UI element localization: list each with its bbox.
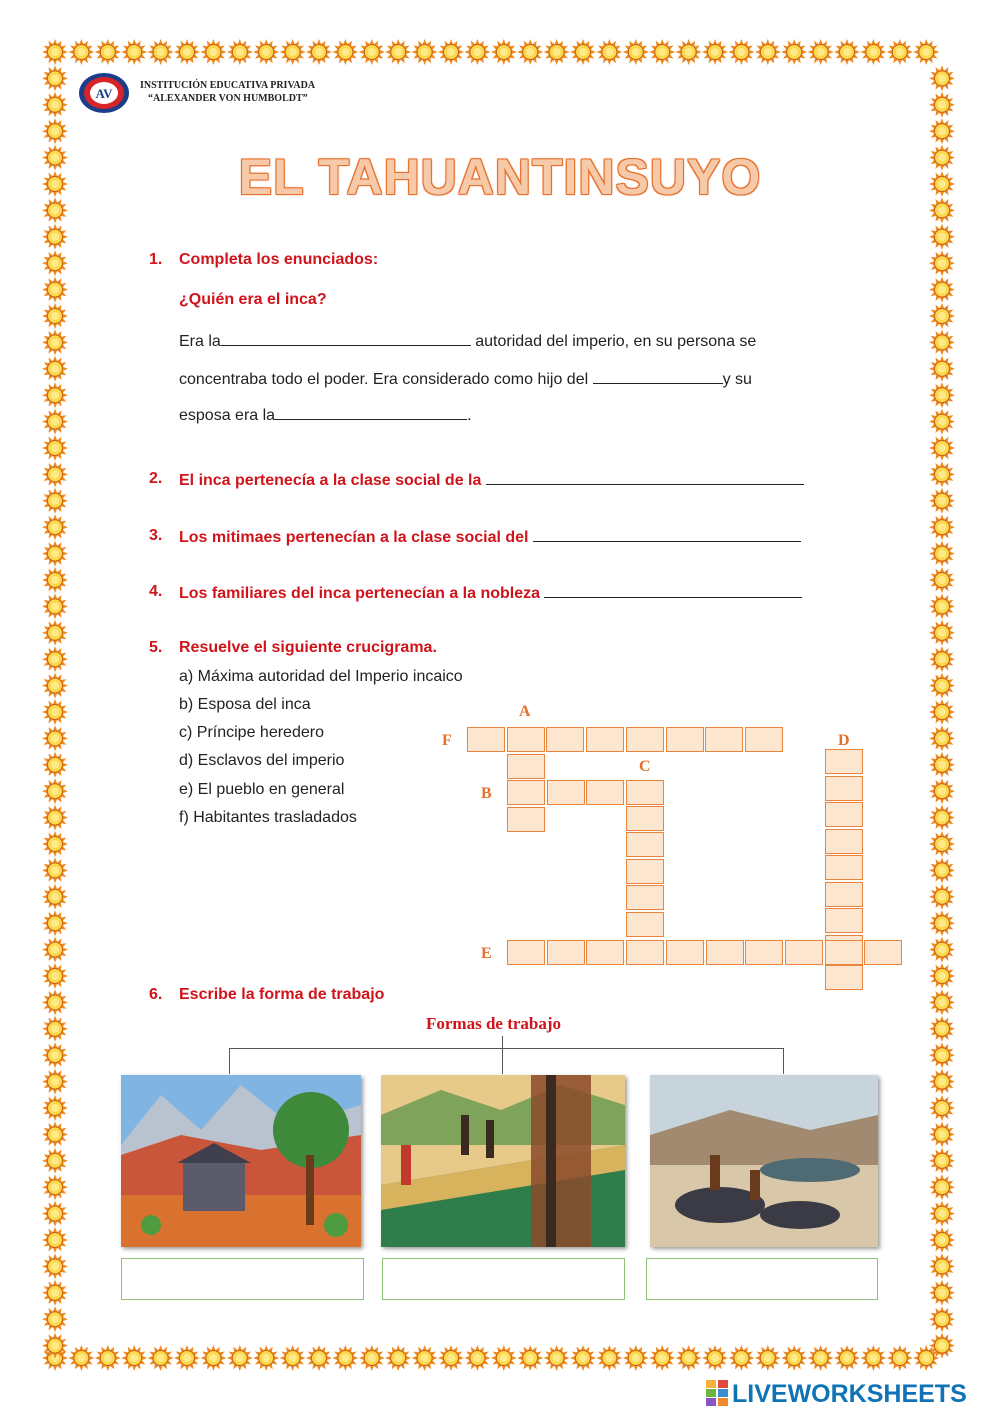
text-segment: Era la xyxy=(179,333,221,350)
sun-icon xyxy=(649,39,675,65)
sun-icon xyxy=(929,1069,955,1095)
sun-icon xyxy=(359,39,385,65)
sun-icon xyxy=(174,39,200,65)
sun-icon xyxy=(929,329,955,355)
sun-icon xyxy=(570,1345,596,1371)
sun-icon xyxy=(929,1201,955,1227)
q1-sentence-line3 xyxy=(179,405,472,425)
crossword-cell-a[interactable] xyxy=(507,807,545,832)
crossword-cell-e[interactable] xyxy=(706,940,744,965)
sun-icon xyxy=(929,1148,955,1174)
sun-icon xyxy=(42,1227,68,1253)
sun-icon xyxy=(121,1345,147,1371)
crossword-cell-d[interactable] xyxy=(825,802,863,827)
connector-line xyxy=(229,1048,784,1049)
sun-icon xyxy=(929,646,955,672)
sun-icon xyxy=(42,963,68,989)
sun-icon xyxy=(227,1345,253,1371)
crossword-cell-f[interactable] xyxy=(626,727,664,752)
crossword-cell-e[interactable] xyxy=(666,940,704,965)
question-1 xyxy=(149,251,379,269)
connector-line xyxy=(502,1048,503,1074)
sun-icon xyxy=(517,39,543,65)
sun-icon xyxy=(781,39,807,65)
sun-icon xyxy=(42,409,68,435)
farming-image xyxy=(381,1075,625,1247)
crossword-cell-e[interactable] xyxy=(507,940,545,965)
sun-icon xyxy=(929,488,955,514)
sun-icon xyxy=(200,1345,226,1371)
crossword-label-b: B xyxy=(481,785,492,802)
crossword-cell-d[interactable] xyxy=(825,908,863,933)
sun-icon xyxy=(42,857,68,883)
sun-icon xyxy=(227,39,253,65)
blank-field-q3[interactable] xyxy=(533,527,801,542)
sun-icon xyxy=(929,435,955,461)
sun-icon xyxy=(42,118,68,144)
question-label: Escribe la forma de trabajo xyxy=(179,986,385,1003)
sun-icon xyxy=(596,1345,622,1371)
connector-line xyxy=(783,1048,784,1074)
sun-icon xyxy=(623,39,649,65)
page-title: EL TAHUANTINSUYO xyxy=(238,149,762,205)
question-6 xyxy=(149,986,385,1004)
sun-icon xyxy=(929,409,955,435)
sun-icon xyxy=(42,699,68,725)
sun-icon xyxy=(649,1345,675,1371)
sun-icon xyxy=(913,39,939,65)
sun-icon xyxy=(860,1345,886,1371)
sun-icon xyxy=(42,831,68,857)
sun-icon xyxy=(623,1345,649,1371)
question-label: El inca pertenecía a la clase social de la xyxy=(179,472,482,489)
sun-icon xyxy=(929,1227,955,1253)
question-2 xyxy=(149,470,804,490)
sun-icon xyxy=(280,1345,306,1371)
sun-icon xyxy=(42,646,68,672)
clue-b: b) Esposa del inca xyxy=(179,696,311,713)
question-label: Completa los enunciados: xyxy=(179,251,379,268)
sun-icon xyxy=(42,1121,68,1147)
crossword-cell-e[interactable] xyxy=(745,940,783,965)
crossword-cell-f[interactable] xyxy=(745,727,783,752)
crossword-cell-c[interactable] xyxy=(626,859,664,884)
sun-icon xyxy=(42,1280,68,1306)
sun-icon xyxy=(306,1345,332,1371)
sun-icon xyxy=(42,65,68,91)
crossword-cell-c[interactable] xyxy=(626,912,664,937)
sun-icon xyxy=(929,884,955,910)
question-5 xyxy=(149,639,437,657)
sun-icon xyxy=(929,752,955,778)
sun-icon xyxy=(42,567,68,593)
sun-icon xyxy=(929,1095,955,1121)
sun-icon xyxy=(929,673,955,699)
diagram-title: Formas de trabajo xyxy=(426,1014,562,1033)
crossword-cell-d[interactable] xyxy=(825,829,863,854)
connector-line xyxy=(502,1036,503,1048)
sun-icon xyxy=(544,39,570,65)
sun-icon xyxy=(929,382,955,408)
sun-icon xyxy=(42,673,68,699)
crossword-label-e: E xyxy=(481,945,492,962)
question-1-subquestion: ¿Quién era el inca? xyxy=(179,291,327,308)
liveworksheets-brand: LIVEWORKSHEETS xyxy=(732,1380,967,1408)
sun-icon xyxy=(929,1253,955,1279)
crossword-cell-d[interactable] xyxy=(825,855,863,880)
school-name xyxy=(140,79,315,105)
crossword-cell-f[interactable] xyxy=(467,727,505,752)
sun-icon xyxy=(491,1345,517,1371)
sun-icon xyxy=(887,39,913,65)
sun-icon xyxy=(42,937,68,963)
sun-icon xyxy=(42,382,68,408)
sun-icon xyxy=(332,39,358,65)
crossword-cell-e[interactable] xyxy=(547,940,585,965)
sun-icon xyxy=(929,92,955,118)
sun-icon xyxy=(929,277,955,303)
crossword-cell-b[interactable] xyxy=(586,780,624,805)
sun-icon xyxy=(929,567,955,593)
sun-icon xyxy=(42,1333,68,1359)
sun-icon xyxy=(929,541,955,567)
sun-icon xyxy=(929,118,955,144)
q1-sentence-line2 xyxy=(179,369,752,389)
sun-icon xyxy=(929,1121,955,1147)
blank-field-q2[interactable] xyxy=(486,470,804,485)
crossword-cell-f[interactable] xyxy=(507,727,545,752)
crossword-label-a: A xyxy=(519,703,531,720)
sun-icon xyxy=(834,39,860,65)
clue-e: e) El pueblo en general xyxy=(179,781,345,798)
sun-icon xyxy=(253,39,279,65)
sun-icon xyxy=(929,937,955,963)
sun-icon xyxy=(42,1016,68,1042)
blank-field-q4[interactable] xyxy=(544,583,802,598)
blank-field-son-of[interactable] xyxy=(593,369,723,384)
sun-icon xyxy=(702,1345,728,1371)
sun-icon xyxy=(42,989,68,1015)
sun-icon xyxy=(174,1345,200,1371)
school-name-line1: INSTITUCIÓN EDUCATIVA PRIVADA xyxy=(140,80,316,91)
sun-icon xyxy=(929,461,955,487)
sun-icon xyxy=(929,65,955,91)
sun-icon xyxy=(42,541,68,567)
sun-icon xyxy=(438,39,464,65)
question-number: 1. xyxy=(149,251,163,268)
sun-icon xyxy=(929,725,955,751)
sun-icon xyxy=(42,752,68,778)
crossword-cell-f[interactable] xyxy=(546,727,584,752)
sun-icon xyxy=(359,1345,385,1371)
sun-icon xyxy=(412,1345,438,1371)
crossword-cell-e[interactable] xyxy=(586,940,624,965)
crossword-cell-e[interactable] xyxy=(785,940,823,965)
sun-icon xyxy=(929,857,955,883)
liveworksheets-logo-icon xyxy=(706,1380,728,1406)
sun-icon xyxy=(929,1306,955,1332)
crossword-cell-d[interactable] xyxy=(825,965,863,990)
question-number: 5. xyxy=(149,639,163,656)
sun-icon xyxy=(929,910,955,936)
sun-icon xyxy=(68,1345,94,1371)
blank-field-wife[interactable] xyxy=(275,405,467,420)
crossword-cell-c[interactable] xyxy=(626,885,664,910)
sun-icon xyxy=(491,39,517,65)
crossword-cell-f[interactable] xyxy=(666,727,704,752)
sun-icon xyxy=(42,620,68,646)
sun-icon xyxy=(596,39,622,65)
sun-icon xyxy=(808,39,834,65)
crossword-cell-d[interactable] xyxy=(825,776,863,801)
sun-icon xyxy=(42,488,68,514)
sun-icon xyxy=(438,1345,464,1371)
sun-icon xyxy=(544,1345,570,1371)
answer-box-1[interactable] xyxy=(121,1258,364,1300)
sun-icon xyxy=(95,1345,121,1371)
sun-icon xyxy=(42,277,68,303)
question-label: Los familiares del inca pertenecían a la nobleza xyxy=(179,585,541,602)
sun-icon xyxy=(121,39,147,65)
sun-icon xyxy=(929,303,955,329)
sun-icon xyxy=(42,250,68,276)
sun-icon xyxy=(929,514,955,540)
sun-icon xyxy=(42,1174,68,1200)
sun-icon xyxy=(42,435,68,461)
crossword-label-c: C xyxy=(639,758,651,775)
crossword-cell-f[interactable] xyxy=(586,727,624,752)
sun-icon xyxy=(42,1095,68,1121)
sun-icon xyxy=(332,1345,358,1371)
sun-icon xyxy=(781,1345,807,1371)
sun-icon xyxy=(42,1253,68,1279)
sun-icon xyxy=(42,910,68,936)
crossword-cell-f[interactable] xyxy=(705,727,743,752)
sun-icon xyxy=(728,39,754,65)
crossword-cell-e[interactable] xyxy=(626,940,664,965)
sun-icon xyxy=(42,1201,68,1227)
clue-d: d) Esclavos del imperio xyxy=(179,752,345,769)
sun-icon xyxy=(42,461,68,487)
sun-icon xyxy=(755,39,781,65)
sun-icon xyxy=(42,1069,68,1095)
sun-icon xyxy=(929,831,955,857)
crossword-cell-b[interactable] xyxy=(626,780,664,805)
answer-box-2[interactable] xyxy=(382,1258,625,1300)
crossword-cell-e[interactable] xyxy=(825,940,863,965)
sun-icon xyxy=(702,39,728,65)
sun-icon xyxy=(385,1345,411,1371)
sun-icon xyxy=(929,593,955,619)
crossword-cell-a[interactable] xyxy=(507,754,545,779)
sun-icon xyxy=(42,1042,68,1068)
sun-icon xyxy=(385,39,411,65)
sun-icon xyxy=(929,224,955,250)
sun-icon xyxy=(42,1148,68,1174)
sun-icon xyxy=(42,514,68,540)
crossword-cell-d[interactable] xyxy=(825,749,863,774)
crossword-cell-d[interactable] xyxy=(825,882,863,907)
sun-icon xyxy=(808,1345,834,1371)
clue-a: a) Máxima autoridad del Imperio incaico xyxy=(179,668,463,685)
sun-icon xyxy=(412,39,438,65)
sun-icon xyxy=(42,39,68,65)
crossword-cell-b[interactable] xyxy=(547,780,585,805)
sun-icon xyxy=(148,1345,174,1371)
school-name-line2: “ALEXANDER VON HUMBOLDT” xyxy=(148,93,308,104)
sun-icon xyxy=(570,39,596,65)
sun-icon xyxy=(306,39,332,65)
crossword-label-f: F xyxy=(442,732,452,749)
sun-icon xyxy=(929,699,955,725)
sun-icon xyxy=(42,303,68,329)
sun-icon xyxy=(929,356,955,382)
sun-icon xyxy=(42,329,68,355)
sun-icon xyxy=(464,39,490,65)
sun-icon xyxy=(517,1345,543,1371)
crossword-cell-c[interactable] xyxy=(626,832,664,857)
sun-icon xyxy=(280,39,306,65)
sun-icon xyxy=(42,1306,68,1332)
sun-icon xyxy=(42,356,68,382)
sun-icon xyxy=(676,39,702,65)
sun-icon xyxy=(929,805,955,831)
sun-icon xyxy=(929,1280,955,1306)
text-segment: . xyxy=(467,407,472,424)
text-segment: autoridad del imperio, en su persona se xyxy=(470,333,757,350)
sun-icon xyxy=(42,593,68,619)
fishing-image xyxy=(650,1075,878,1247)
clue-f: f) Habitantes trasladados xyxy=(179,809,357,826)
sun-icon xyxy=(42,778,68,804)
sun-icon xyxy=(929,1016,955,1042)
question-4 xyxy=(149,583,802,603)
answer-box-3[interactable] xyxy=(646,1258,878,1300)
question-number: 3. xyxy=(149,527,163,544)
crossword-label-d: D xyxy=(838,732,850,749)
sun-icon xyxy=(887,1345,913,1371)
question-number: 6. xyxy=(149,986,163,1003)
connector-line xyxy=(229,1048,230,1074)
school-logo xyxy=(78,72,130,114)
text-segment: y su xyxy=(722,371,752,388)
sun-icon xyxy=(929,1042,955,1068)
sun-icon xyxy=(200,39,226,65)
sun-icon xyxy=(253,1345,279,1371)
sun-icon xyxy=(42,725,68,751)
sun-icon xyxy=(42,805,68,831)
sun-icon xyxy=(676,1345,702,1371)
crossword-cell-b[interactable] xyxy=(507,780,545,805)
question-label: Resuelve el siguiente crucigrama. xyxy=(179,639,437,656)
sun-icon xyxy=(148,39,174,65)
sun-icon xyxy=(728,1345,754,1371)
sun-icon xyxy=(929,250,955,276)
sun-icon xyxy=(929,778,955,804)
svg-text:AV: AV xyxy=(95,86,113,101)
sun-icon xyxy=(929,963,955,989)
sun-icon xyxy=(860,39,886,65)
question-label: Los mitimaes pertenecían a la clase social del xyxy=(179,529,529,546)
sun-icon xyxy=(42,884,68,910)
sun-icon xyxy=(464,1345,490,1371)
sun-icon xyxy=(755,1345,781,1371)
house-landscape-image xyxy=(121,1075,361,1247)
sun-icon xyxy=(834,1345,860,1371)
q1-sentence-line1 xyxy=(179,331,756,351)
question-number: 2. xyxy=(149,470,163,487)
text-segment: esposa era la xyxy=(179,407,276,424)
crossword-cell-c[interactable] xyxy=(626,806,664,831)
sun-icon xyxy=(42,224,68,250)
sun-icon xyxy=(929,1174,955,1200)
sun-icon xyxy=(929,989,955,1015)
sun-icon xyxy=(42,92,68,118)
sun-icon xyxy=(68,39,94,65)
sun-icon xyxy=(929,620,955,646)
sun-icon xyxy=(95,39,121,65)
question-number: 4. xyxy=(149,583,163,600)
clue-c: c) Príncipe heredero xyxy=(179,724,324,741)
text-segment: concentraba todo el poder. Era considerado como hijo del xyxy=(179,371,593,388)
blank-field-highest[interactable] xyxy=(221,331,471,346)
question-3 xyxy=(149,527,801,547)
crossword-cell-e[interactable] xyxy=(864,940,902,965)
